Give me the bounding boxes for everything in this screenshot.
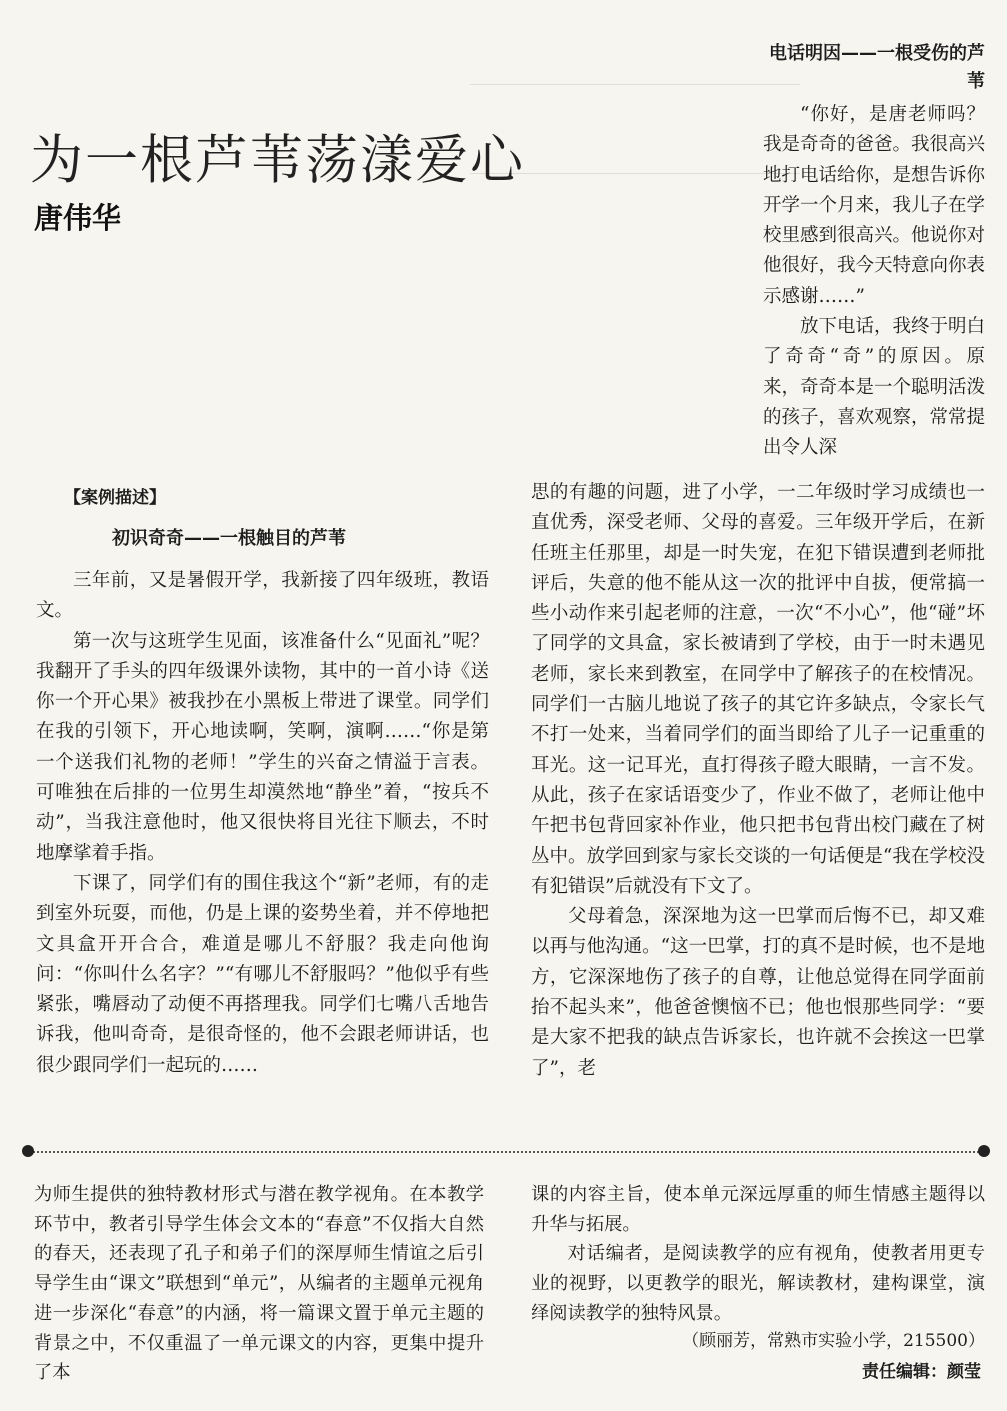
paragraph: 三年前，又是暑假开学，我新接了四年级班，教语文。	[36, 570, 489, 622]
paragraph: 父母着急，深深地为这一巴掌而后悔不已，却又难以再与他沟通。“这一巴掌，打的真不是时候，也不是地方，它深深地伤了孩子的自尊，让他总觉得在同学面前抬不起头来”，他爸爸懊恼不已；他也恨那些同学：“要是大家不把我的缺点告诉家长，也许就不会挨这一巴掌了”，老	[531, 906, 985, 1079]
bottom-left-column	[34, 1180, 484, 1388]
section-heading-2	[763, 40, 985, 96]
paragraph: 放下电话，我终于明白了奇奇“奇”的原因。原来，奇奇本是一个聪明活泼的孩子，喜欢观察，常常提出令人深	[763, 316, 986, 459]
divider-dot-right	[978, 1145, 990, 1157]
paragraph: 对话编者，是阅读教学的应有视角，使教者用更专业的视野，以更教学的眼光，解读教材，建构课堂，演绎阅读教学的独特风景。	[531, 1243, 985, 1324]
paragraph: “你好，是唐老师吗？我是奇奇的爸爸。我很高兴地打电话给你，是想告诉你开学一个月来，我儿子在学校里感到很高兴。他说你对他很好，我今天特意向你表示感谢……”	[763, 104, 986, 307]
paragraph: 第一次与这班学生见面，该准备什么“见面礼”呢？我翻开了手头的四年级课外读物，其中的一首小诗《送你一个开心果》被我抄在小黑板上带进了课堂。同学们在我的引领下，开心地读啊，笑啊，演啊……“你是第一个送我们礼物的老师！”学生的兴奋之情溢于言表。可唯独在后排的一位男生却漠然地“静坐”着，“按兵不动”，当我注意他时，他又很快将目光往下顺去，不时地摩挲着手指。	[36, 630, 489, 864]
section-heading-1: 初识奇奇——一根触目的芦苇	[112, 528, 346, 549]
right-main-column	[531, 478, 985, 1084]
paragraph: 下课了，同学们有的围住我这个“新”老师，有的走到室外玩耍，而他，仍是上课的姿势坐着，并不停地把文具盒开开合合，难道是哪儿不舒服？我走向他询问：“你叫什么名字？”“有哪儿不舒服吗？”他似乎有些紧张，嘴唇动了动便不再搭理我。同学们七嘴八舌地告诉我，他叫奇奇，是很奇怪的，他不会跟老师讲话，也很少跟同学们一起玩的……	[36, 872, 489, 1076]
author-byline: （顾丽芳，常熟市实验小学，215500）	[682, 1331, 985, 1351]
responsible-editor: 责任编辑：颜莹	[862, 1362, 981, 1382]
paragraph: 思的有趣的问题，进了小学，一二年级时学习成绩也一直优秀，深受老师、父母的喜爱。三年级开学后，在新任班主任那里，却是一时失宠，在犯下错误遭到老师批评后，失意的他不能从这一次的批评中自拔，便常搞一些小动作来引起老师的注意，一次“不小心”，他“碰”坏了同学的文具盒，家长被请到了学校，由于一时未遇见老师，家长来到教室，在同学中了解孩子的在校情况。同学们一古脑儿地说了孩子的其它许多缺点，令家长气不打一处来，当着同学们的面当即给了儿子一记重重的耳光。这一记耳光，直打得孩子瞪大眼睛，一言不发。从此，孩子在家话语变少了，作业不做了，老师让他中午把书包背回家补作业，他只把书包背出校门藏在了树丛中。放学回到家与家长交谈的一句话便是“我在学校没有犯错误”后就没有下文了。	[531, 482, 985, 897]
paragraph: 课的内容主旨，使本单元深远厚重的师生情感主题得以升华与拓展。	[531, 1184, 985, 1235]
case-description-label: 【案例描述】	[64, 488, 166, 508]
paragraph: 为师生提供的独特教材形式与潜在教学视角。在本教学环节中，教者引导学生体会文本的“春意”不仅指大自然的春天，还表现了孔子和弟子们的深厚师生情谊之后引导学生由“课文”联想到“单元”，从编者的主题单元视角进一步深化“春意”的内涵，将一篇课文置于单元主题的背景之中，不仅重温了一单元课文的内容，更集中提升了本	[34, 1184, 484, 1384]
article-title: 为一根芦苇荡漾爱心	[30, 129, 525, 191]
section-divider	[28, 1151, 983, 1153]
bottom-right-column	[531, 1180, 985, 1329]
right-top-narrow-column	[763, 100, 985, 464]
divider-dot-left	[22, 1145, 34, 1157]
left-column	[36, 566, 489, 1081]
section-heading-2-text: 电话明因——一根受伤的芦苇	[769, 43, 985, 92]
author-name: 唐伟华	[34, 201, 122, 235]
